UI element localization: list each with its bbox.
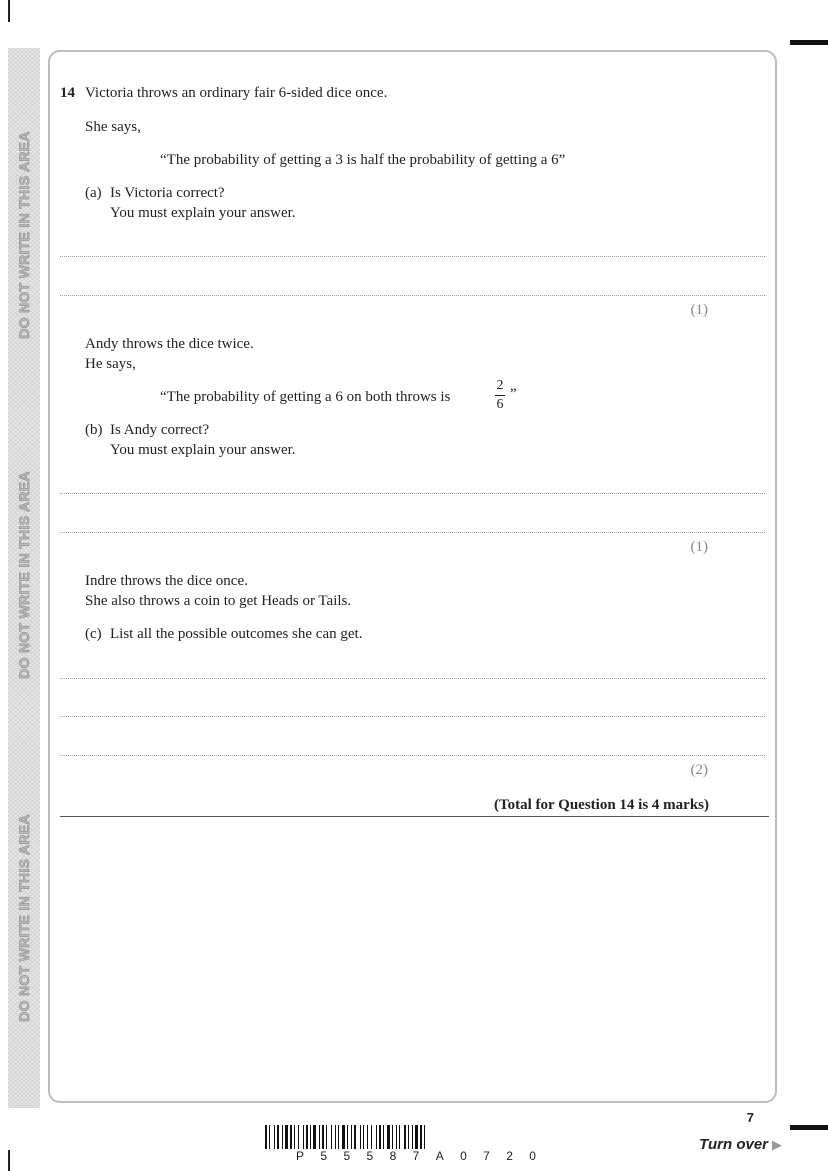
barcode-bar xyxy=(265,1125,267,1149)
barcode-bar xyxy=(269,1125,270,1149)
answer-line-c1[interactable] xyxy=(60,678,765,679)
part-a-label: (a) xyxy=(85,185,102,201)
barcode-bar xyxy=(387,1125,390,1149)
barcode-bar xyxy=(399,1125,400,1149)
part-a-instruction: You must explain your answer. xyxy=(110,205,296,221)
part-a-marks: (1) xyxy=(690,302,708,318)
barcode-bar xyxy=(415,1125,418,1149)
barcode-bar xyxy=(347,1125,348,1149)
barcode-bar xyxy=(326,1125,327,1149)
fraction-numerator: 2 xyxy=(496,378,504,393)
part-b-marks: (1) xyxy=(690,539,708,555)
total-marks: (Total for Question 14 is 4 marks) xyxy=(493,797,709,813)
barcode-bar xyxy=(379,1125,381,1149)
victoria-quote: “The probability of getting a 3 is half the probability of getting a 6” xyxy=(160,152,566,168)
page-number: 7 xyxy=(746,1110,754,1125)
fraction-denominator: 6 xyxy=(496,397,504,412)
barcode-bar xyxy=(408,1125,409,1149)
barcode-bar xyxy=(313,1125,316,1149)
turn-over-button[interactable] xyxy=(699,1136,782,1153)
barcode-bar xyxy=(412,1125,413,1149)
barcode-bar xyxy=(303,1125,304,1149)
barcode-bar xyxy=(383,1125,384,1149)
barcode-bar xyxy=(319,1125,320,1149)
barcode-bar xyxy=(331,1125,332,1149)
answer-line-c3[interactable] xyxy=(60,755,765,756)
barcode-char: 7 xyxy=(483,1149,490,1163)
corner-mark-top xyxy=(8,0,10,22)
play-arrow-icon: ▶ xyxy=(772,1137,782,1152)
barcode-number xyxy=(296,1149,536,1163)
barcode-bar xyxy=(354,1125,356,1149)
barcode-bar xyxy=(371,1125,372,1149)
barcode-char: 7 xyxy=(412,1149,420,1163)
andy-quote-close: ” xyxy=(510,386,517,402)
barcode-bar xyxy=(306,1125,308,1149)
barcode-char: 0 xyxy=(529,1149,536,1163)
margin-warning-bottom: DO NOT WRITE IN THIS AREA xyxy=(16,814,32,1022)
barcode-bar xyxy=(285,1125,288,1149)
margin-warning-top: DO NOT WRITE IN THIS AREA xyxy=(16,131,32,339)
barcode-bar xyxy=(420,1125,422,1149)
barcode-bar xyxy=(277,1125,279,1149)
barcode-bar xyxy=(376,1125,377,1149)
answer-line-a2[interactable] xyxy=(60,295,765,296)
barcode-bar xyxy=(404,1125,406,1149)
barcode-bar xyxy=(298,1125,299,1149)
barcode-char: 2 xyxy=(506,1149,513,1163)
question-number: 14 xyxy=(60,85,75,101)
barcode-char: 8 xyxy=(389,1149,397,1163)
question-intro: Victoria throws an ordinary fair 6-sided dice once. xyxy=(85,85,388,101)
barcode-bar xyxy=(282,1125,283,1149)
part-c-marks: (2) xyxy=(690,762,708,778)
corner-mark-bottom xyxy=(8,1150,10,1171)
barcode-bar xyxy=(342,1125,345,1149)
fraction-two-sixths xyxy=(495,378,505,413)
part-b-label: (b) xyxy=(85,422,103,438)
barcode xyxy=(265,1125,565,1149)
part-b-instruction: You must explain your answer. xyxy=(110,442,296,458)
barcode-char: 5 xyxy=(343,1149,351,1163)
barcode-bar xyxy=(363,1125,364,1149)
barcode-bar xyxy=(322,1125,324,1149)
total-rule xyxy=(60,816,769,817)
barcode-bar xyxy=(294,1125,295,1149)
barcode-bar xyxy=(274,1125,275,1149)
barcode-char: 0 xyxy=(460,1149,467,1163)
turn-over-label: Turn over xyxy=(699,1136,768,1153)
barcode-bar xyxy=(335,1125,336,1149)
answer-line-a1[interactable] xyxy=(60,256,765,257)
she-says-text: She says, xyxy=(85,119,141,135)
barcode-char: P xyxy=(296,1149,305,1163)
barcode-bar xyxy=(396,1125,397,1149)
fraction-bar xyxy=(495,395,505,396)
andy-quote: “The probability of getting a 6 on both throws is xyxy=(160,389,451,405)
part-c-label: (c) xyxy=(85,626,102,642)
barcode-bar xyxy=(367,1125,368,1149)
barcode-char: A xyxy=(435,1149,444,1163)
barcode-bar xyxy=(351,1125,352,1149)
barcode-bar xyxy=(338,1125,339,1149)
barcode-char: 5 xyxy=(366,1149,374,1163)
indre-line-2: She also throws a coin to get Heads or Tails. xyxy=(85,593,352,609)
answer-line-b2[interactable] xyxy=(60,532,765,533)
part-a-prompt: Is Victoria correct? xyxy=(110,185,225,201)
margin-warning-middle: DO NOT WRITE IN THIS AREA xyxy=(16,471,32,679)
answer-line-c2[interactable] xyxy=(60,716,765,717)
answer-line-b1[interactable] xyxy=(60,493,765,494)
indre-line-1: Indre throws the dice once. xyxy=(85,573,248,589)
part-b-prompt: Is Andy correct? xyxy=(110,422,210,438)
barcode-bar xyxy=(392,1125,393,1149)
andy-line-2: He says, xyxy=(85,356,136,372)
part-c-prompt: List all the possible outcomes she can get. xyxy=(110,626,363,642)
andy-line-1: Andy throws the dice twice. xyxy=(85,336,254,352)
barcode-bar xyxy=(290,1125,292,1149)
right-edge-mark-bottom xyxy=(790,1125,828,1130)
barcode-bar xyxy=(310,1125,311,1149)
right-edge-mark-top xyxy=(790,40,828,45)
barcode-bar xyxy=(424,1125,425,1149)
barcode-char: 5 xyxy=(320,1149,328,1163)
barcode-bar xyxy=(360,1125,361,1149)
